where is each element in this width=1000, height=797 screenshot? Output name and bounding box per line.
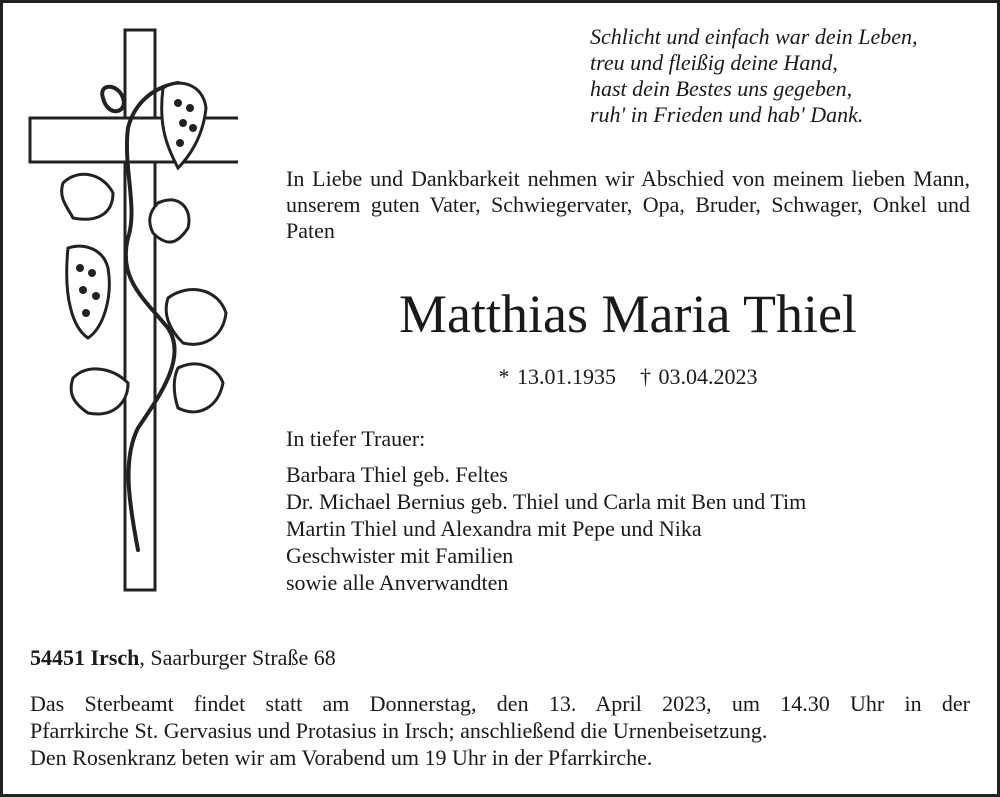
service-info (30, 690, 970, 771)
address-city: 54451 Irsch (30, 645, 140, 670)
service-line: Das Sterbeamt findet statt am Donnerstag, den 13. April 2023, um 14.30 Uhr in der (30, 691, 970, 716)
mourners-label: In tiefer Trauer: (286, 426, 426, 451)
mourner: Geschwister mit Familien (286, 543, 514, 568)
mourner: sowie alle Anverwandten (286, 570, 509, 595)
poem-verse (560, 24, 970, 128)
life-dates (286, 364, 970, 390)
intro-text: In Liebe und Dankbarkeit nehmen wir Abschied von meinem lieben Mann, unserem guten Vater, Schwiegervater, Opa, Bruder, Schwager, Onkel und Paten (286, 166, 970, 243)
birth-date: * 13.01.1935 (498, 364, 616, 389)
poem-line: Schlicht und einfach war dein Leben, (590, 24, 918, 49)
address-street: , Saarburger Straße 68 (139, 645, 336, 670)
mourners-list (286, 461, 806, 596)
deceased-name: Matthias Maria Thiel (399, 284, 857, 344)
poem-line: treu und fleißig deine Hand, (590, 50, 838, 75)
service-line: Pfarrkirche St. Gervasius und Protasius in Irsch; anschließend die Urnenbeisetzung. (30, 718, 768, 743)
mourner: Dr. Michael Bernius geb. Thiel und Carla mit Ben und Tim (286, 489, 807, 514)
poem-line: hast dein Bestes uns gegeben, (590, 76, 853, 101)
cross-with-vine-icon (28, 28, 238, 598)
mourner: Barbara Thiel geb. Feltes (286, 462, 508, 487)
service-line: Den Rosenkranz beten wir am Vorabend um 19 Uhr in der Pfarrkirche. (30, 745, 653, 770)
address (30, 645, 336, 671)
mourner: Martin Thiel und Alexandra mit Pepe und Nika (286, 516, 702, 541)
death-date: † 03.04.2023 (640, 364, 758, 389)
poem-line: ruh' in Frieden und hab' Dank. (590, 102, 864, 127)
